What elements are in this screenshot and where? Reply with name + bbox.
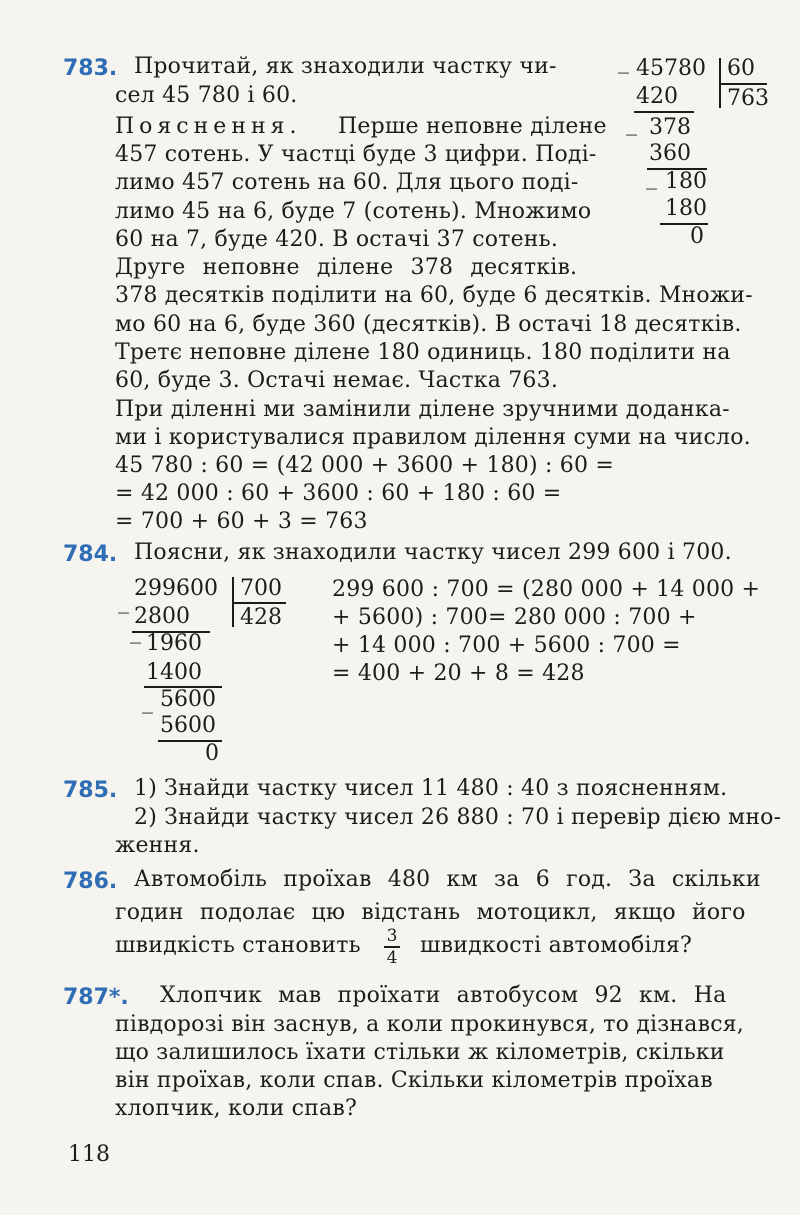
quotient: 428 — [240, 605, 282, 630]
text-line-spaced: Пояснення. — [115, 114, 302, 139]
text-line: Перше неповне ділене — [338, 114, 607, 139]
text-line: Поясни, як знаходили частку чисел 299 600 і 700. — [134, 540, 732, 565]
text-line: він проїхав, коли спав. Скільки кілометрів проїхав — [115, 1068, 713, 1093]
step-remainder: 5600 — [160, 687, 216, 712]
divisor: 700 — [240, 576, 282, 601]
step-remainder: 0 — [690, 224, 704, 249]
page-number: 118 — [68, 1142, 110, 1167]
equation-line: = 400 + 20 + 8 = 428 — [332, 661, 585, 686]
text-line: 457 сотень. У частці буде 3 цифри. Поді- — [115, 142, 597, 167]
text-line: годин подолає цю відстань мотоцикл, якщо його — [115, 900, 746, 925]
minus-sign: _ — [618, 49, 629, 74]
text-line: швидкості автомобіля? — [420, 933, 692, 958]
text-line: 1) Знайди частку чисел 11 480 : 40 з поясненням. — [134, 776, 728, 801]
step-remainder: 378 — [649, 115, 691, 140]
text-line: що залишилось їхати стільки ж кілометрів, скільки — [115, 1040, 725, 1065]
problem-number: 783. — [63, 56, 118, 81]
equation-line: + 14 000 : 700 + 5600 : 700 = — [332, 633, 681, 658]
text-line: Хлопчик мав проїхати автобусом 92 км. На — [160, 983, 727, 1008]
equation-line: = 700 + 60 + 3 = 763 — [115, 509, 368, 534]
text-line: лимо 457 сотень на 60. Для цього поді- — [115, 170, 579, 195]
step-subtrahend: 2800 — [134, 604, 190, 629]
text-line: мо 60 на 6, буде 360 (десятків). В остачі 18 десятків. — [115, 312, 742, 337]
text-line: хлопчик, коли спав? — [115, 1096, 357, 1121]
text-line: 60, буде 3. Остачі немає. Частка 763. — [115, 368, 559, 393]
text-line: ми і користувалися правилом ділення суми на число. — [115, 425, 751, 450]
minus-sign: _ — [142, 689, 153, 714]
fraction-three-quarters — [384, 927, 400, 967]
step-subtrahend: 180 — [665, 196, 707, 221]
step-remainder: 0 — [205, 741, 219, 766]
problem-number: 786. — [63, 869, 118, 894]
text-line: 60 на 7, буде 420. В остачі 37 сотень. — [115, 227, 559, 252]
text-line: При діленні ми замінили ділене зручними доданка- — [115, 397, 730, 422]
minus-sign: _ — [118, 589, 129, 614]
divisor: 60 — [727, 56, 755, 81]
equation-line: 299 600 : 700 = (280 000 + 14 000 + — [332, 577, 761, 602]
dividend: 299600 — [134, 576, 218, 601]
step-subtrahend: 1400 — [146, 660, 202, 685]
step-subtrahend: 360 — [649, 141, 691, 166]
text-line: 2) Знайди частку чисел 26 880 : 70 і перевір дією мно- — [134, 805, 782, 830]
text-line: Друге неповне ділене 378 десятків. — [115, 255, 578, 280]
minus-sign: _ — [130, 619, 141, 644]
step-remainder: 1960 — [146, 631, 202, 656]
step-rule — [634, 111, 694, 113]
equation-line: + 5600) : 700= 280 000 : 700 + — [332, 605, 697, 630]
text-line: лимо 45 на 6, буде 7 (сотень). Множимо — [115, 199, 592, 224]
equation-line: 45 780 : 60 = (42 000 + 3600 + 180) : 60 = — [115, 453, 614, 478]
problem-number: 787*. — [63, 985, 129, 1010]
fraction-denominator: 4 — [386, 947, 398, 968]
fraction-numerator: 3 — [386, 926, 398, 946]
problem-number: 784. — [63, 542, 118, 567]
text-line: ження. — [115, 833, 200, 858]
minus-sign: _ — [646, 165, 657, 190]
text-line: Прочитай, як знаходили частку чи- — [134, 54, 557, 79]
minus-sign: _ — [626, 111, 637, 136]
step-subtrahend: 5600 — [160, 713, 216, 738]
step-subtrahend: 420 — [636, 84, 678, 109]
step-remainder: 180 — [665, 169, 707, 194]
dividend: 45780 — [636, 56, 706, 81]
text-line: півдорозі він заснув, а коли прокинувся, то дізнався, — [115, 1012, 744, 1037]
text-line: сел 45 780 і 60. — [115, 83, 298, 108]
text-line: Автомобіль проїхав 480 км за 6 год. За скільки — [134, 867, 761, 892]
equation-line: = 42 000 : 60 + 3600 : 60 + 180 : 60 = — [115, 481, 562, 506]
text-line: швидкість становить — [115, 933, 361, 958]
problem-number: 785. — [63, 778, 118, 803]
quotient: 763 — [727, 86, 769, 111]
text-line: 378 десятків поділити на 60, буде 6 десятків. Множи- — [115, 283, 753, 308]
text-line: Третє неповне ділене 180 одиниць. 180 поділити на — [115, 340, 731, 365]
